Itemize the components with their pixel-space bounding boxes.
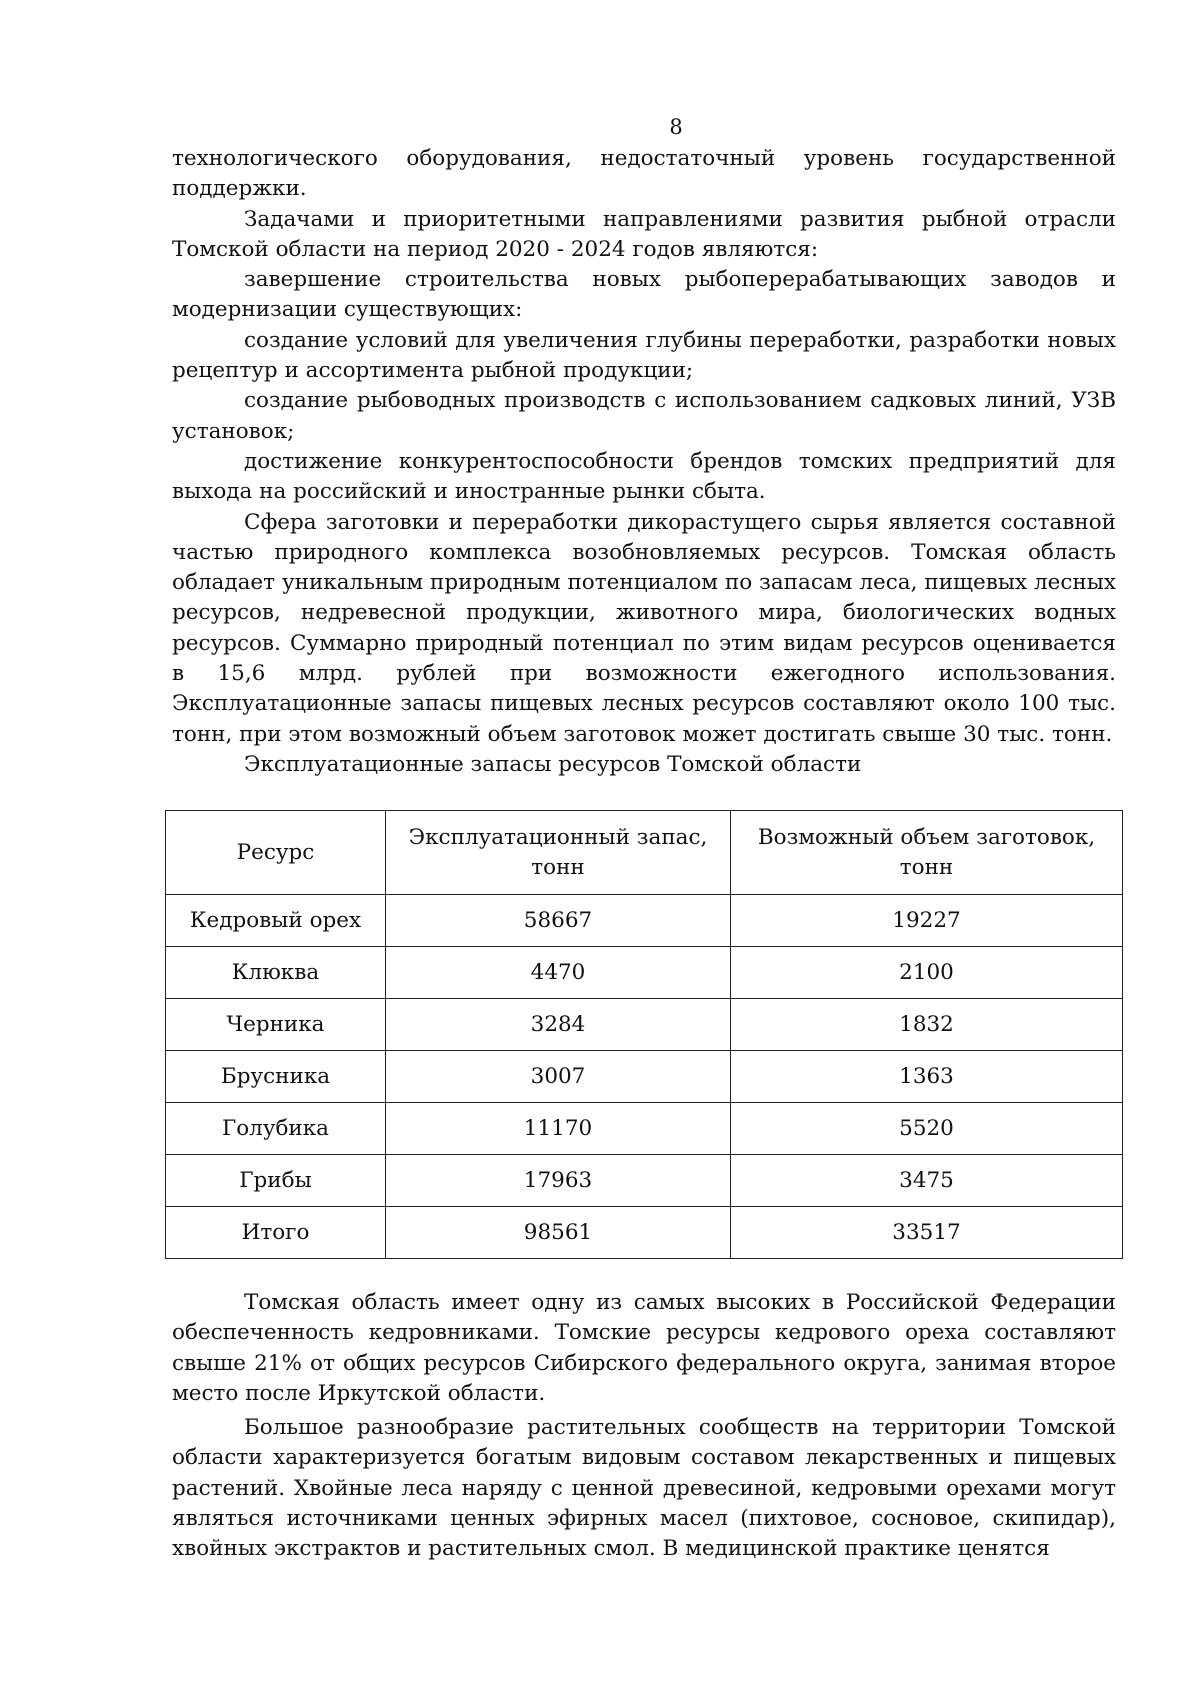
table-row (166, 1051, 1123, 1103)
cell-resource: Черника (166, 999, 386, 1051)
table-row (166, 895, 1123, 947)
paragraph: Сфера заготовки и переработки дикорастущего сырья является составной частью природного комплекса возобновляемых ресурсов. Томская область обладает уникальным природным потенциалом по запасам леса, пищевых лесных ресурсов, недревесной продукции, животного мира, биологических водных ресурсов. Суммарно природный потенциал по этим видам ресурсов оценивается в 15,6 млрд. рублей при возможности ежегодного использования. Эксплуатационные запасы пищевых лесных ресурсов составляют около 100 тыс. тонн, при этом возможный объем заготовок может достигать свыше 30 тыс. тонн. (172, 509, 1116, 747)
cell-possible-harvest: 19227 (731, 895, 1123, 947)
list-item: завершение строительства новых рыбоперерабатывающих заводов и модернизации существующих: (172, 267, 1116, 323)
cell-operational-stock: 98561 (386, 1207, 731, 1259)
table-total-row (166, 1207, 1123, 1259)
top-text-block (172, 144, 1116, 780)
cell-possible-harvest: 5520 (731, 1103, 1123, 1155)
cell-operational-stock: 11170 (386, 1103, 731, 1155)
header-possible-harvest: Возможный объем заготовок, тонн (731, 811, 1123, 895)
table-row (166, 947, 1123, 999)
table-row (166, 1103, 1123, 1155)
cell-resource: Грибы (166, 1155, 386, 1207)
list-item: создание рыбоводных производств с использованием садковых линий, УЗВ установок; (172, 388, 1116, 444)
paragraph: Задачами и приоритетными направлениями развития рыбной отрасли Томской области на период 2020 - 2024 годов являются: (172, 206, 1116, 262)
resources-table (165, 810, 1123, 1259)
bottom-text-block (172, 1288, 1116, 1565)
header-resource: Ресурс (166, 811, 386, 895)
cell-resource: Брусника (166, 1051, 386, 1103)
cell-resource: Клюква (166, 947, 386, 999)
paragraph: технологического оборудования, недостаточный уровень государственной поддержки. (172, 146, 1116, 202)
cell-possible-harvest: 1832 (731, 999, 1123, 1051)
cell-operational-stock: 3284 (386, 999, 731, 1051)
cell-possible-harvest: 1363 (731, 1051, 1123, 1103)
cell-resource: Итого (166, 1207, 386, 1259)
cell-resource: Кедровый орех (166, 895, 386, 947)
cell-operational-stock: 58667 (386, 895, 731, 947)
cell-possible-harvest: 33517 (731, 1207, 1123, 1259)
paragraph: Томская область имеет одну из самых высоких в Российской Федерации обеспеченность кедровниками. Томские ресурсы кедрового ореха составляют свыше 21% от общих ресурсов Сибирского федерального округа, занимая второе место после Иркутской области. (172, 1290, 1116, 1406)
cell-possible-harvest: 2100 (731, 947, 1123, 999)
list-item: создание условий для увеличения глубины переработки, разработки новых рецептур и ассортимента рыбной продукции; (172, 327, 1116, 384)
cell-operational-stock: 3007 (386, 1051, 731, 1103)
table-row (166, 1155, 1123, 1207)
cell-operational-stock: 17963 (386, 1155, 731, 1207)
table-header-row (166, 811, 1123, 895)
list-item: достижение конкурентоспособности брендов томских предприятий для выхода на российский и иностранные рынки сбыта. (172, 448, 1116, 505)
cell-operational-stock: 4470 (386, 947, 731, 999)
page-number: 8 (669, 115, 683, 139)
cell-possible-harvest: 3475 (731, 1155, 1123, 1207)
paragraph: Большое разнообразие растительных сообществ на территории Томской области характеризуется богатым видовым составом лекарственных и пищевых растений. Хвойные леса наряду с ценной древесиной, кедровыми орехами могут являться источниками ценных эфирных масел (пихтовое, сосновое, скипидар), хвойных экстрактов и растительных смол. В медицинской практике ценятся (172, 1415, 1116, 1562)
table-row (166, 999, 1123, 1051)
header-operational-stock: Эксплуатационный запас, тонн (386, 811, 731, 895)
table-caption: Эксплуатационные запасы ресурсов Томской области (244, 751, 862, 777)
cell-resource: Голубика (166, 1103, 386, 1155)
